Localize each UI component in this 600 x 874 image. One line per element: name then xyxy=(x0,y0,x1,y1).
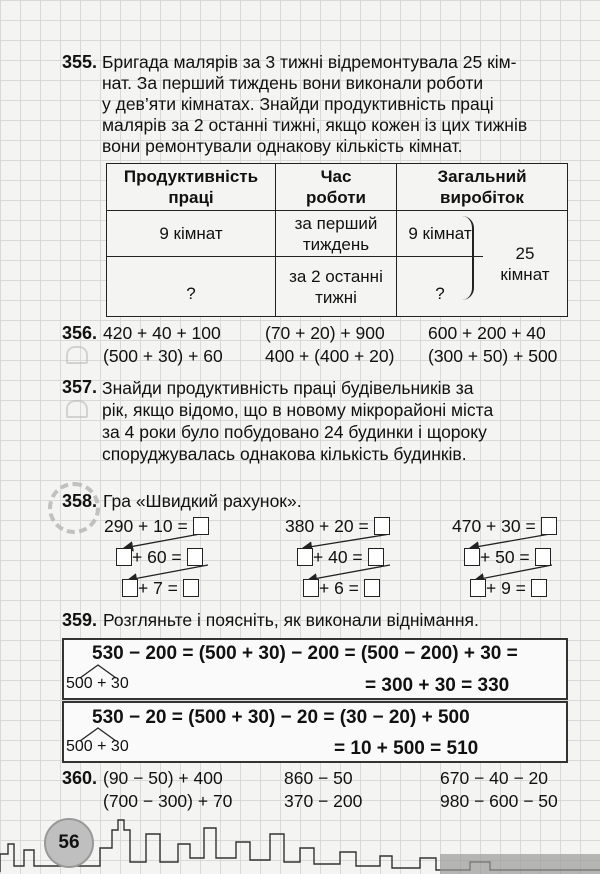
expression: + 6 = xyxy=(319,578,359,598)
page-number: 56 xyxy=(44,818,94,868)
expression: (500 + 30) + 60 xyxy=(103,346,223,366)
table-cell: за перший тиждень xyxy=(276,211,397,257)
answer-box[interactable] xyxy=(535,548,551,566)
text-line: нат. За перший тиждень вони виконали роботи xyxy=(102,73,484,93)
answer-box[interactable] xyxy=(368,548,384,566)
text-line: споруджувалась однакова кількість будинків. xyxy=(102,444,467,464)
table-cell: ? xyxy=(107,257,276,317)
expression: 980 − 600 − 50 xyxy=(440,791,558,811)
answer-box[interactable] xyxy=(193,517,209,535)
equation-line: 530 − 20 = (500 + 30) − 20 = (30 − 20) + 500 xyxy=(92,707,470,728)
expression: 400 + (400 + 20) xyxy=(265,346,395,366)
equation-result: = 10 + 500 = 510 xyxy=(334,738,479,759)
problem-358-title: Гра «Швидкий рахунок». xyxy=(103,491,302,511)
expression: 370 − 200 xyxy=(284,791,363,811)
problem-number-358: 358. xyxy=(62,491,98,511)
expression: 290 + 10 = xyxy=(104,516,188,536)
expression: + 50 = xyxy=(480,547,530,567)
answer-box[interactable] xyxy=(187,548,203,566)
decomposition: 500 + 30 xyxy=(66,738,129,755)
equation-line: 530 − 200 = (500 + 30) − 200 = (500 − 200) + 30 = xyxy=(92,643,518,664)
problem-number-360: 360. xyxy=(62,768,98,788)
exercise-column xyxy=(103,768,232,812)
answer-box[interactable] xyxy=(116,548,132,566)
answer-box[interactable] xyxy=(531,579,547,597)
answer-box[interactable] xyxy=(470,579,486,597)
problem-number-359: 359. xyxy=(62,610,98,630)
table-header-time: Час роботи xyxy=(276,164,397,211)
answer-box[interactable] xyxy=(303,579,319,597)
table-cell-total: 25 кімнат xyxy=(483,211,568,317)
expression: + 7 = xyxy=(138,578,178,598)
text-line: вони ремонтували однакову кількість кімнат. xyxy=(102,136,463,156)
text-line: Бригада малярів за 3 тижні відремонтувала 25 кім- xyxy=(102,52,517,72)
expression: 670 − 40 − 20 xyxy=(440,768,549,788)
text-line: рік, якщо відомо, що в новому мікрорайоні міста xyxy=(102,400,494,420)
text-line: малярів за 2 останні тижні, якщо кожен із цих тижнів xyxy=(102,115,528,135)
table-cell: 9 кімнат xyxy=(107,211,276,257)
answer-box[interactable] xyxy=(364,579,380,597)
expression: (90 − 50) + 400 xyxy=(103,768,223,788)
expression: 860 − 50 xyxy=(284,768,353,788)
text-line: Знайди продуктивність праці будівельників за xyxy=(102,378,474,398)
problem-number-355: 355. xyxy=(62,52,98,72)
text-line: за 4 роки було побудовано 24 будинки і щороку xyxy=(102,422,487,442)
expression: 380 + 20 = xyxy=(285,516,369,536)
table-cell: ? xyxy=(397,257,484,317)
expression: (70 + 20) + 900 xyxy=(265,323,385,343)
equation-result: = 300 + 30 = 330 xyxy=(365,675,510,696)
expression: + 40 = xyxy=(313,547,363,567)
table-header-productivity: Продуктивність праці xyxy=(107,164,276,211)
exercise-column xyxy=(440,768,558,812)
expression: (300 + 50) + 500 xyxy=(428,346,558,366)
table-cell: 9 кімнат xyxy=(397,211,484,257)
game-chain-1 xyxy=(104,516,209,599)
problem-number-357: 357. xyxy=(62,377,98,397)
text-line: у дев’яти кімнатах. Знайди продуктивність праці xyxy=(102,94,494,114)
answer-box[interactable] xyxy=(541,517,557,535)
problem-359-title: Розгляньте і поясніть, як виконали віднімання. xyxy=(103,610,479,630)
problem-number-356: 356. xyxy=(62,323,98,343)
exercise-column xyxy=(284,768,362,812)
expression: (700 − 300) + 70 xyxy=(103,791,233,811)
answer-box[interactable] xyxy=(374,517,390,535)
expression: 470 + 30 = xyxy=(452,516,536,536)
answer-box[interactable] xyxy=(464,548,480,566)
answer-box[interactable] xyxy=(297,548,313,566)
expression: + 9 = xyxy=(486,578,526,598)
answer-box[interactable] xyxy=(122,579,138,597)
decomposition: 500 + 30 xyxy=(66,675,129,692)
table-cell: за 2 останні тижні xyxy=(276,257,397,317)
expression: 600 + 200 + 40 xyxy=(428,323,546,343)
game-chain-3 xyxy=(452,516,557,599)
table-header-output: Загальний виробіток xyxy=(397,164,568,211)
expression: + 60 = xyxy=(132,547,182,567)
answer-box[interactable] xyxy=(183,579,199,597)
game-chain-2 xyxy=(285,516,390,599)
expression: 420 + 40 + 100 xyxy=(103,323,221,343)
